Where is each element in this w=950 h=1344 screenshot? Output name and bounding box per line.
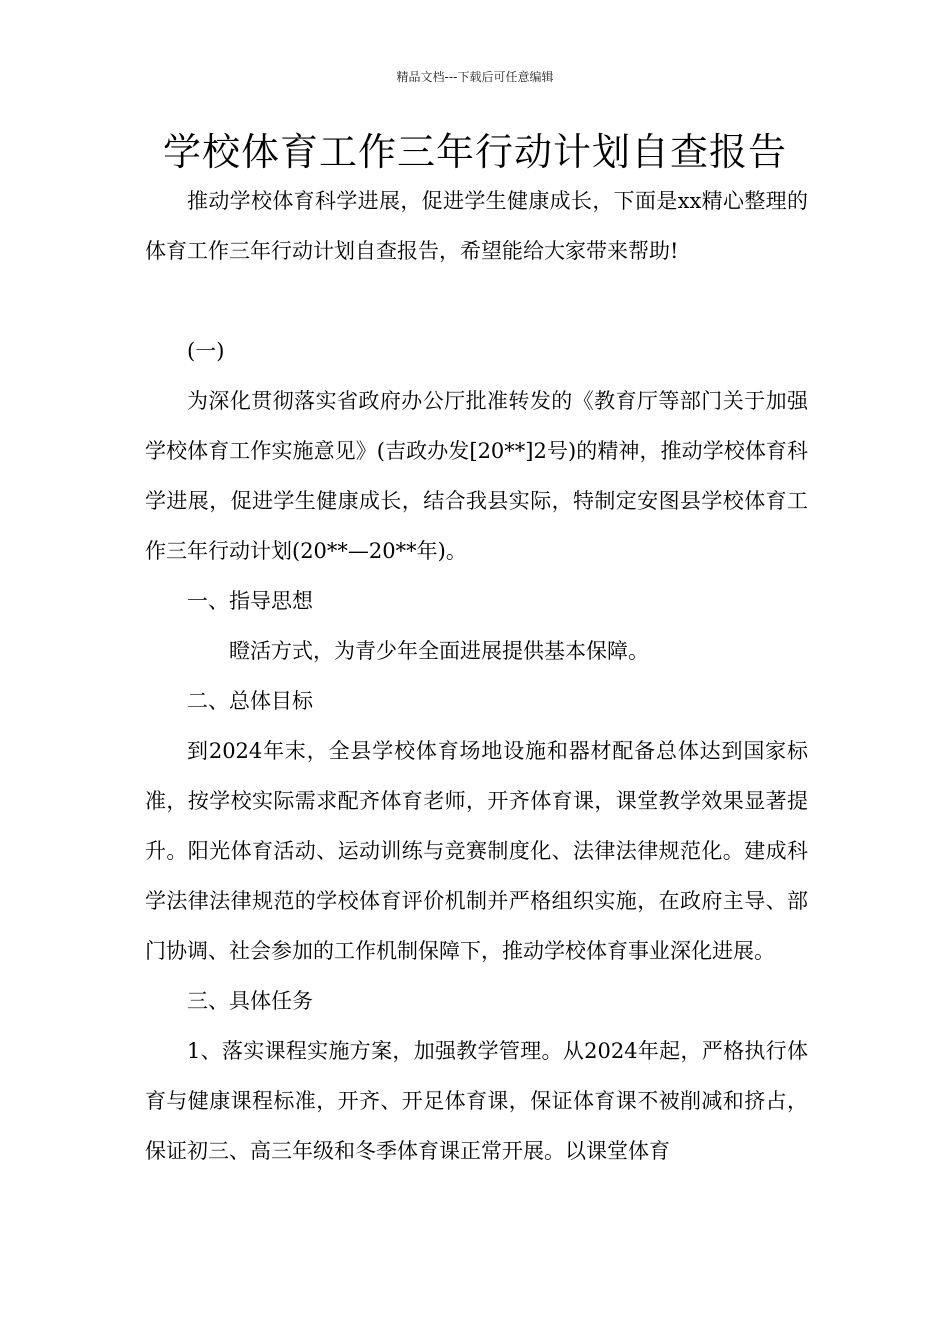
document-body <box>145 176 808 1176</box>
document-title: 学校体育工作三年行动计划自查报告 <box>162 130 787 174</box>
section-heading: 二、总体目标 <box>187 689 313 713</box>
body-paragraph: 为深化贯彻落实省政府办公厅批准转发的《教育厅等部门关于加强学校体育工作实施意见》(吉政办发[20**]2号)的精神，推动学校体育科学进展，促进学生健康成长，结合我县实际，特制定安图县学校体育工作三年行动计划(20**—20**年)。 <box>145 389 808 563</box>
section-marker: (一) <box>187 339 225 363</box>
intro-paragraph: 推动学校体育科学进展，促进学生健康成长，下面是xx精心整理的体育工作三年行动计划自查报告，希望能给大家带来帮助! <box>145 189 808 263</box>
body-paragraph: 1、落实课程实施方案，加强教学管理。从2024年起，严格执行体育与健康课程标准，开齐、开足体育课，保证体育课不被削减和挤占，保证初三、高三年级和冬季体育课正常开展。以课堂体育 <box>145 1039 808 1163</box>
page-header: 精品文档---下载后可任意编辑 <box>396 70 554 84</box>
body-paragraph: 到2024年末，全县学校体育场地设施和器材配备总体达到国家标准，按学校实际需求配齐体育老师，开齐体育课，课堂教学效果显著提升。阳光体育活动、运动训练与竞赛制度化、法律法律规范化。建成科学法律法律规范的学校体育评价机制并严格组织实施，在政府主导、部门协调、社会参加的工作机制保障下，推动学校体育事业深化进展。 <box>145 739 808 963</box>
section-heading: 三、具体任务 <box>187 989 313 1013</box>
section-heading: 一、指导思想 <box>187 589 313 613</box>
body-paragraph: 瞪活方式，为青少年全面进展提供基本保障。 <box>229 639 649 663</box>
